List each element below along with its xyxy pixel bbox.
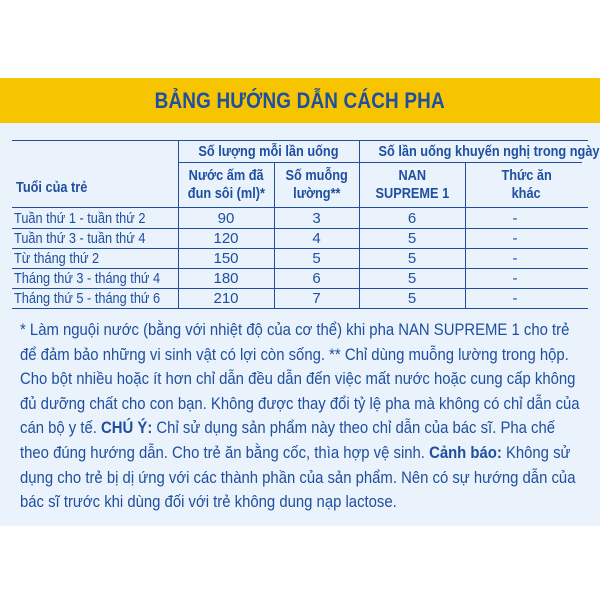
table-cell-age: Tuần thứ 3 - tuần thứ 4 (14, 230, 146, 247)
table-cell-nan: 6 (407, 210, 417, 227)
table-cell-age: Tháng thứ 5 - tháng thứ 6 (14, 290, 161, 307)
table-cell-age: Tháng thứ 3 - tháng thứ 4 (14, 270, 161, 287)
table-cell-water: 90 (217, 210, 235, 227)
footnote-text-3: Không sử dụng cho trẻ bị dị ứng với các thành phần của sản phẩm. Nên có sự hướng dẫn của bác sĩ trước khi dùng đối với trẻ không dung nạp lactose. (20, 442, 576, 512)
table-cell-scoops: 7 (312, 290, 321, 307)
table-rule-header-bottom (12, 207, 588, 208)
table-cell-nan: 5 (407, 230, 417, 247)
column-header-scoops: Số muỗng lường** (285, 167, 348, 202)
table-rule-group (178, 162, 582, 163)
warning-label: Cảnh báo: (429, 442, 502, 462)
table-cell-other-food: - (512, 230, 518, 247)
table-cell-other-food: - (512, 270, 518, 287)
group-header-amount: Số lượng mỗi lần uống (198, 143, 339, 160)
table-cell-nan: 5 (407, 290, 417, 307)
table-cell-water: 150 (213, 250, 239, 267)
table-cell-water: 210 (213, 290, 239, 307)
table-cell-scoops: 5 (312, 250, 321, 267)
table-rule-bottom (12, 308, 588, 309)
table-cell-age: Từ tháng thứ 2 (14, 250, 100, 267)
column-header-water: Nước ấm đã đun sôi (ml)* (187, 167, 265, 202)
preparation-guide-panel (0, 78, 600, 526)
table-cell-water: 120 (213, 230, 239, 247)
table-cell-scoops: 6 (312, 270, 321, 287)
group-header-feeds: Số lần uống khuyến nghị trong ngày (378, 143, 600, 160)
footnote-paragraph (20, 318, 580, 515)
table-cell-other-food: - (512, 210, 518, 227)
table-cell-other-food: - (512, 250, 518, 267)
footnote-text-2: Chỉ sử dụng sản phẩm này theo chỉ dẫn của bác sĩ. Pha chế theo đúng hướng dẫn. Cho trẻ ăn bằng cốc, thìa hợp vệ sinh. (20, 418, 556, 462)
column-header-nan: NAN SUPREME 1 (375, 167, 449, 202)
table-cell-scoops: 4 (312, 230, 321, 247)
column-header-age: Tuổi của trẻ (16, 179, 88, 196)
table-cell-age: Tuần thứ 1 - tuần thứ 2 (14, 210, 146, 227)
table-cell-nan: 5 (407, 250, 417, 267)
title-bar (0, 78, 600, 123)
table-rule-top (12, 140, 588, 141)
footnote-text-1: * Làm nguội nước (bằng với nhiệt độ của cơ thể) khi pha NAN SUPREME 1 cho trẻ để đảm bảo những vi sinh vật có lợi còn sống. ** Chỉ dùng muỗng lường trong hộp. Cho bột nhiều hoặc ít hơn chỉ dẫn đều dẫn đến việc mất nước hoặc cung cấp không đủ dưỡng chất cho con bạn. Không được thay đổi tỷ lệ pha mà không có chỉ dẫn của cán bộ y tế. (20, 320, 580, 438)
page-title: BẢNG HƯỚNG DẪN CÁCH PHA (154, 87, 446, 113)
caution-label: CHÚ Ý: (101, 418, 153, 438)
table-cell-nan: 5 (407, 270, 417, 287)
table-cell-water: 180 (213, 270, 239, 287)
table-cell-other-food: - (512, 290, 518, 307)
table-cell-scoops: 3 (312, 210, 321, 227)
column-header-other-food: Thức ăn khác (501, 167, 552, 202)
